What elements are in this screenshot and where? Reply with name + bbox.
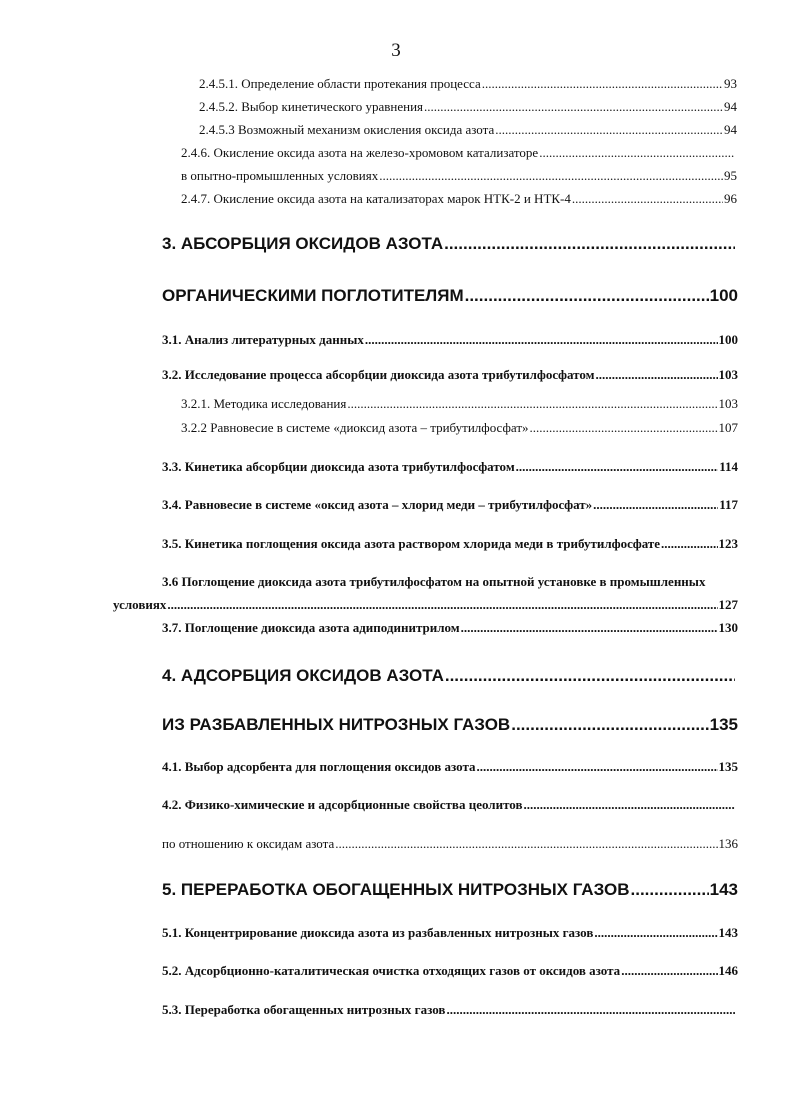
toc-entry-text: 2.4.7. Окисление оксида азота на катализаторах марок НТК-2 и НТК-4 bbox=[181, 191, 571, 206]
toc-leader bbox=[167, 597, 717, 613]
toc-entry-text: 3.2.1. Методика исследования bbox=[181, 396, 347, 411]
toc-entry-text: 4. АДСОРБЦИЯ ОКСИДОВ АЗОТА bbox=[162, 666, 444, 685]
toc-entry-text: 4.2. Физико-химические и адсорбционные свойства цеолитов bbox=[162, 797, 523, 812]
toc-entry bbox=[199, 76, 737, 92]
toc-leader bbox=[621, 963, 717, 979]
toc-entry-text: 3.6 Поглощение диоксида азота трибутилфосфатом на опытной установке в промышленных bbox=[162, 574, 706, 589]
chapter-heading bbox=[162, 286, 738, 306]
toc-entry-text: 3.1. Анализ литературных данных bbox=[162, 332, 364, 347]
toc-entry bbox=[162, 332, 738, 348]
toc-leader bbox=[465, 286, 709, 306]
toc-entry-page: 117 bbox=[719, 497, 738, 512]
toc-entry-text: 3.2. Исследование процесса абсорбции диоксида азота трибутилфосфатом bbox=[162, 367, 595, 382]
toc-entry-page: 136 bbox=[718, 836, 738, 851]
toc-leader bbox=[539, 145, 734, 161]
toc-leader bbox=[445, 666, 735, 686]
toc-entry-page: 93 bbox=[724, 76, 737, 91]
page-number: 3 bbox=[391, 40, 401, 61]
toc-entry-page: 94 bbox=[724, 99, 737, 114]
toc-entry bbox=[199, 122, 737, 138]
toc-entry-text: 5.3. Переработка обогащенных нитрозных газов bbox=[162, 1002, 446, 1017]
toc-leader bbox=[379, 168, 723, 184]
toc-leader bbox=[631, 880, 709, 900]
toc-leader bbox=[444, 234, 735, 254]
toc-entry bbox=[162, 797, 736, 813]
toc-entry-text: 5.2. Адсорбционно-каталитическая очистка отходящих газов от оксидов азота bbox=[162, 963, 621, 978]
toc-leader bbox=[595, 367, 717, 383]
toc-leader bbox=[477, 759, 718, 775]
toc-entry-page: 114 bbox=[719, 459, 738, 474]
chapter-heading bbox=[162, 666, 736, 686]
toc-entry-page: 146 bbox=[718, 963, 738, 978]
toc-leader bbox=[593, 497, 718, 513]
toc-leader bbox=[572, 191, 723, 207]
toc-entry-page: 135 bbox=[718, 759, 738, 774]
toc-entry-page: 127 bbox=[718, 597, 738, 612]
toc-entry-text: ИЗ РАЗБАВЛЕННЫХ НИТРОЗНЫХ ГАЗОВ bbox=[162, 715, 511, 734]
toc-entry bbox=[162, 497, 738, 513]
chapter-heading bbox=[162, 880, 738, 900]
toc-leader bbox=[511, 715, 708, 735]
toc-entry-text: 3.7. Поглощение диоксида азота адиподинитрилом bbox=[162, 620, 460, 635]
toc-entry-text: ОРГАНИЧЕСКИМИ ПОГЛОТИТЕЛЯМ bbox=[162, 286, 464, 305]
toc-leader bbox=[516, 459, 719, 475]
toc-entry bbox=[162, 459, 738, 475]
toc-entry-text: 2.4.6. Окисление оксида азота на железо-хромовом катализаторе bbox=[181, 145, 539, 160]
toc-leader bbox=[530, 420, 718, 436]
toc-entry-page: 107 bbox=[718, 420, 738, 435]
toc-leader bbox=[661, 536, 717, 552]
toc-entry bbox=[162, 620, 738, 636]
toc-entry-text: 5.1. Концентрирование диоксида азота из разбавленных нитрозных газов bbox=[162, 925, 594, 940]
toc-entry bbox=[181, 396, 738, 412]
toc-leader bbox=[347, 396, 717, 412]
toc-entry-page: 103 bbox=[718, 396, 738, 411]
toc-leader bbox=[424, 99, 723, 115]
toc-entry bbox=[162, 963, 738, 979]
toc-entry-page: 103 bbox=[718, 367, 738, 382]
toc-entry bbox=[181, 420, 738, 436]
toc-entry bbox=[162, 1002, 736, 1018]
toc-entry-text: 3.2.2 Равновесие в системе «диоксид азота – трибутилфосфат» bbox=[181, 420, 529, 435]
chapter-heading bbox=[162, 234, 736, 254]
toc-entry-page: 135 bbox=[709, 715, 738, 734]
toc-leader bbox=[482, 76, 723, 92]
toc-entry bbox=[162, 367, 738, 383]
toc-entry-text: 2.4.5.3 Возможный механизм окисления оксида азота bbox=[199, 122, 495, 137]
chapter-heading bbox=[162, 715, 738, 735]
toc-entry-page: 143 bbox=[709, 880, 738, 899]
toc-leader bbox=[523, 797, 735, 813]
toc-entry bbox=[162, 925, 738, 941]
toc-entry-text: 3. АБСОРБЦИЯ ОКСИДОВ АЗОТА bbox=[162, 234, 444, 253]
toc-entry-text: 3.3. Кинетика абсорбции диоксида азота трибутилфосфатом bbox=[162, 459, 515, 474]
toc-entry bbox=[113, 597, 738, 613]
toc-entry bbox=[181, 168, 737, 184]
toc-entry-text: 2.4.5.2. Выбор кинетического уравнения bbox=[199, 99, 424, 114]
toc-entry bbox=[162, 574, 738, 590]
toc-entry-text: в опытно-промышленных условиях bbox=[181, 168, 379, 183]
toc-entry-text: условиях bbox=[113, 597, 167, 612]
toc-entry bbox=[181, 145, 735, 161]
toc-entry-page: 100 bbox=[718, 332, 738, 347]
toc-entry-page: 95 bbox=[724, 168, 737, 183]
toc-entry bbox=[162, 536, 738, 552]
toc-entry-page: 94 bbox=[724, 122, 737, 137]
toc-entry-page: 96 bbox=[724, 191, 737, 206]
toc-entry-text: 3.5. Кинетика поглощения оксида азота раствором хлорида меди в трибутилфосфате bbox=[162, 536, 661, 551]
toc-entry-text: 3.4. Равновесие в системе «оксид азота – хлорид меди – трибутилфосфат» bbox=[162, 497, 593, 512]
toc-entry bbox=[199, 99, 737, 115]
toc-leader bbox=[461, 620, 718, 636]
toc-leader bbox=[335, 836, 717, 852]
toc-entry-page: 143 bbox=[718, 925, 738, 940]
toc-leader bbox=[446, 1002, 735, 1018]
toc-entry bbox=[181, 191, 737, 207]
toc-entry-page: 130 bbox=[718, 620, 738, 635]
toc-entry-text: 2.4.5.1. Определение области протекания процесса bbox=[199, 76, 481, 91]
toc-leader bbox=[495, 122, 723, 138]
toc-entry bbox=[162, 836, 738, 852]
toc-entry bbox=[162, 759, 738, 775]
toc-entry-page: 123 bbox=[718, 536, 738, 551]
toc-entry-page: 100 bbox=[709, 286, 738, 305]
toc-leader bbox=[594, 925, 717, 941]
toc-entry-text: по отношению к оксидам азота bbox=[162, 836, 335, 851]
toc-entry-text: 4.1. Выбор адсорбента для поглощения оксидов азота bbox=[162, 759, 476, 774]
toc-leader bbox=[365, 332, 718, 348]
toc-entry-text: 5. ПЕРЕРАБОТКА ОБОГАЩЕННЫХ НИТРОЗНЫХ ГАЗОВ bbox=[162, 880, 630, 899]
